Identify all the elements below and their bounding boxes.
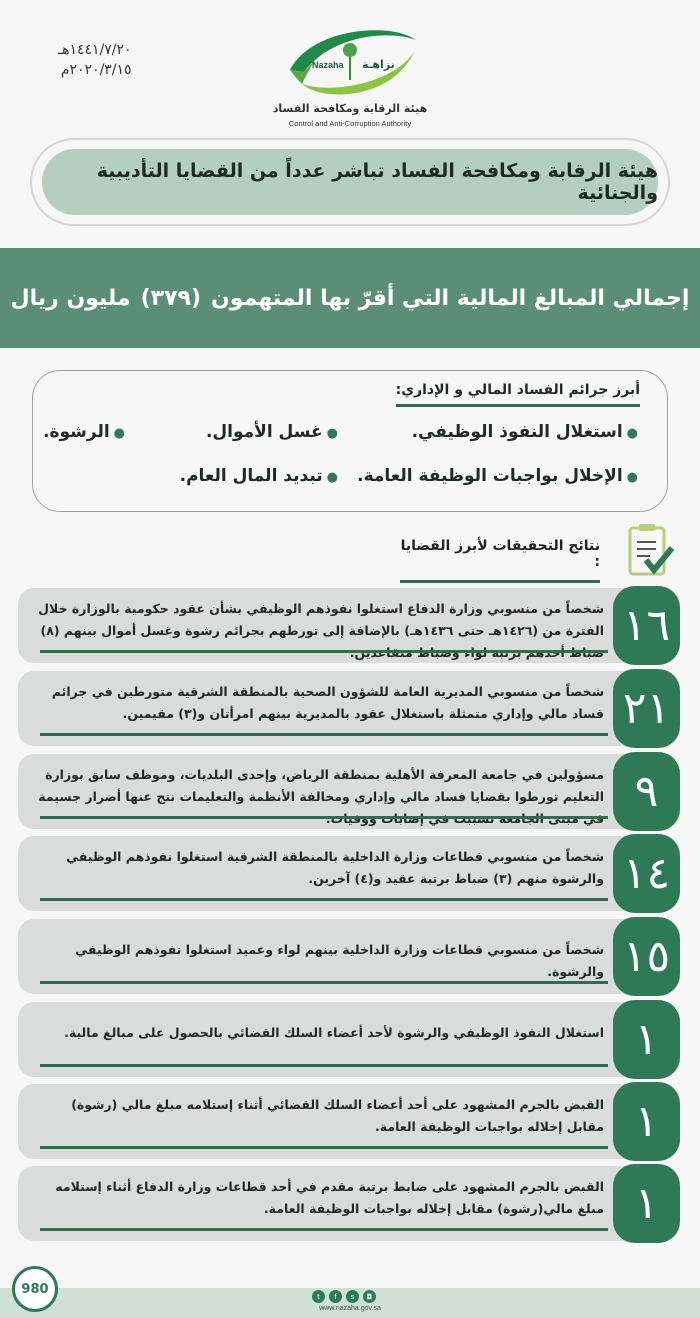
case-count: ١ [613, 1000, 680, 1079]
case-card [18, 671, 680, 746]
dates [58, 40, 132, 80]
crime-item: ●غسل الأموال. [205, 422, 338, 442]
crime-item: ●استغلال النفوذ الوظيفي. [411, 422, 638, 442]
gregorian-date: ٢٠٢٠/٣/١٥م [60, 62, 132, 78]
case-card [18, 919, 680, 994]
case-text: شخصاً من منسوبي قطاعات وزارة الداخلية بينهم لواء وعميد استغلوا نفوذهم الوظيفي والرشوة. [75, 942, 604, 979]
social-links [312, 1290, 376, 1303]
case-count: ٩ [613, 752, 680, 831]
case-count: ١٤ [613, 834, 680, 913]
case-text: القبض بالجرم المشهود على أحد أعضاء السلك القضائي أثناء إستلامه مبلغ مالي (رشوة) مقابل إخلاله بواجبات الوظيفة العامة. [71, 1097, 604, 1134]
banner-amount: (٣٧٩) [140, 285, 202, 311]
logo-ar: نزاهـة [362, 58, 395, 71]
results-title: نتائج التحقيقات لأبرز القضايا : [400, 538, 600, 583]
case-card [18, 1166, 680, 1241]
website-link[interactable]: www.nazaha.gov.sa [319, 1305, 381, 1312]
case-count: ١٦ [613, 586, 680, 665]
case-text: شخصاً من منسوبي وزارة الدفاع استغلوا نفوذهم الوظيفي بشأن عقود حكومية بالوزارة خلال الفترة من (١٤٢٦هـ حتى ١٤٣٦هـ) بالإضافة إلى تورطهم بجرائم رشوة وغسل أموال بينهم (٨) [38, 601, 604, 638]
snapchat-icon[interactable]: s [346, 1290, 359, 1303]
facebook-icon[interactable]: f [329, 1290, 342, 1303]
headline: هيئة الرقابة ومكافحة الفساد تباشر عدداً من القضايا التأديبية والجنائية [42, 149, 658, 215]
case-card [18, 588, 680, 663]
case-count: ١٥ [613, 917, 680, 996]
case-text: مسؤولين في جامعة المعرفة الأهلية بمنطقة الرياض، وإحدى البلديات، وموظف سابق بوزارة التعليم تورطوا بقضايا فساد مالي وإداري ومخالفة الأنظمة والتعليمات نتج عنها أضرار جسيمة [38, 767, 604, 804]
case-text: استغلال النفوذ الوظيفي والرشوة لأحد أعضاء السلك القضائي بالحصول على مبالغ مالية. [64, 1025, 604, 1040]
twitter-icon[interactable]: t [312, 1290, 325, 1303]
clipboard-check-icon [626, 522, 676, 578]
case-count: ٢١ [613, 669, 680, 748]
crime-item: ●الرشوة. [43, 422, 125, 442]
crime-item: ●تبديد المال العام. [179, 466, 338, 486]
case-text: شخصاً من منسوبي قطاعات وزارة الداخلية بالمنطقة الشرقية استغلوا نفوذهم الوظيفي والرشوة منهم (٣) ضباط برتبة عقيد و(٤) آخرين. [66, 849, 604, 886]
hijri-date: ١٤٤١/٧/٢٠هـ [58, 42, 132, 58]
crimes-title: أبرز جرائم الفساد المالي و الإداري: [396, 382, 640, 407]
banner-suffix: مليون ريال [10, 285, 131, 311]
nazaha-logo [282, 22, 422, 100]
crime-item: ●الإخلال بواجبات الوظيفة العامة. [357, 466, 638, 486]
org-name-ar: هيئة الرقابة ومكافحة الفساد [272, 102, 428, 115]
case-count: ١ [613, 1082, 680, 1161]
case-card [18, 1002, 680, 1077]
case-count: ١ [613, 1164, 680, 1243]
hotline-980: 980 [12, 1266, 58, 1312]
banner-prefix: إجمالي المبالغ المالية التي أقرّ بها المتهمون [211, 285, 690, 311]
case-card [18, 1084, 680, 1159]
case-text: شخصاً من منسوبي المديرية العامة للشؤون الصحية بالمنطقة الشرقية متورطين في جرائم فساد مالي وإداري متمثلة باستغلال عقود بالمديرية بينهم امرأتان و(٣) مقيمين. [51, 684, 604, 721]
logo-en: Nazaha [312, 60, 344, 70]
instagram-icon[interactable]: ◘ [363, 1290, 376, 1303]
case-text: القبض بالجرم المشهود على ضابط برتبة مقدم في أحد قطاعات وزارة الدفاع أثناء إستلامه مبلغ مالي(رشوة) مقابل إخلاله بواجبات الوظيفة العامة. [55, 1179, 604, 1216]
total-amount-banner [0, 248, 700, 348]
case-card [18, 754, 680, 829]
org-name-en: Control and Anti-Corruption Authority [288, 119, 412, 128]
case-card [18, 836, 680, 911]
